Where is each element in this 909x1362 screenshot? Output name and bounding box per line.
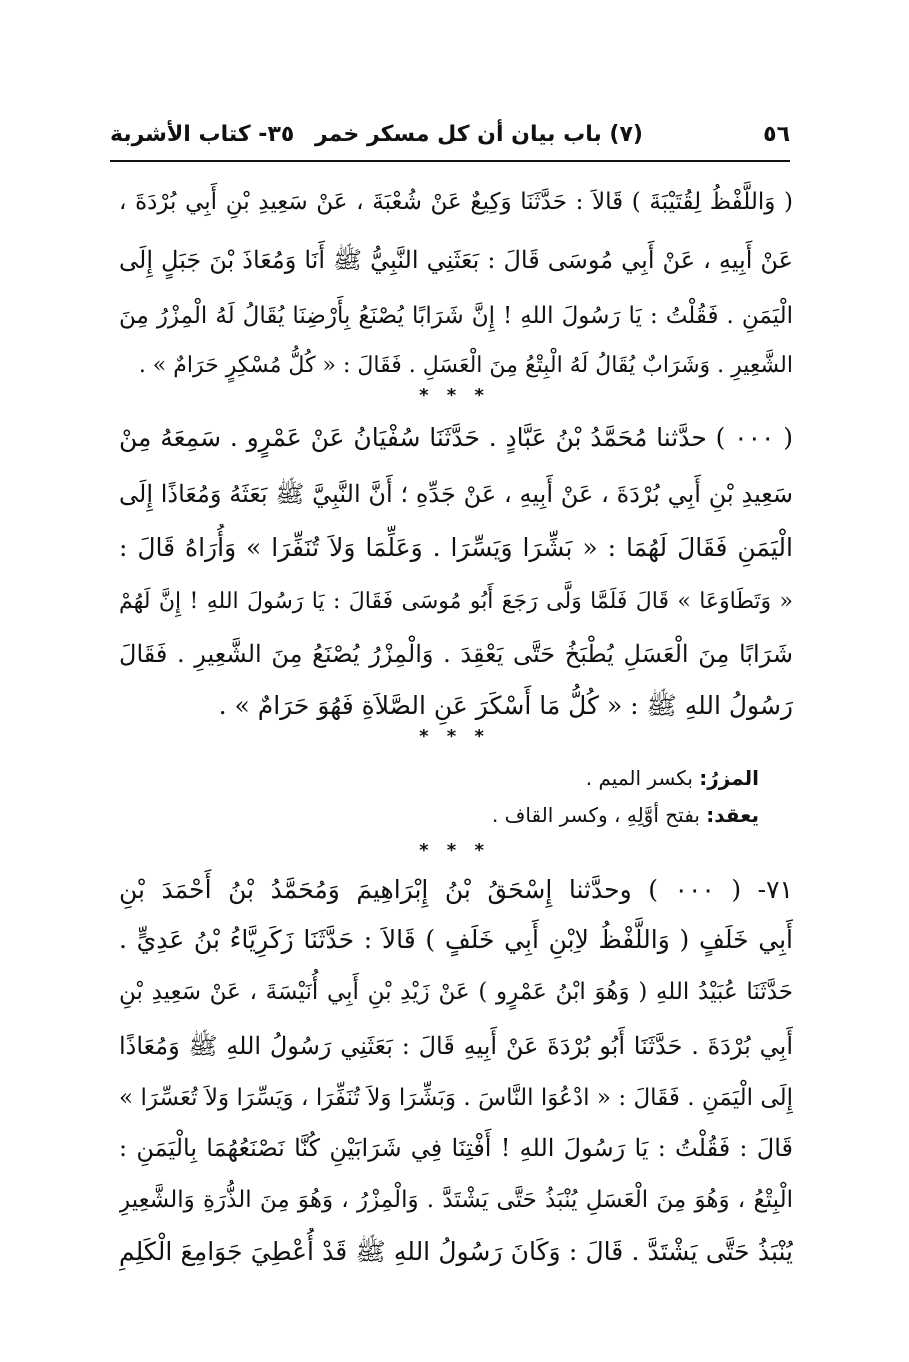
- glossary-definition: بفتح أوَّلِهِ ، وكسر القاف .: [491, 803, 707, 827]
- text-line: شَرَابًا مِنَ الْعَسَلِ يُطْبَخُ حَتَّى يَعْقِدَ . وَالْمِزْرُ يُصْنَعُ مِنَ الشَّعِيرِ . فَقَالَ: [119, 640, 793, 668]
- page-header: [110, 116, 790, 162]
- text-line: أَبِي خَلَفٍ ( وَاللَّفْظُ لاِبْنِ أَبِي خَلَفٍ ) قَالاَ : حَدَّثَنَا زَكَرِيَّاءُ بْنُ عَدِيٍّ .: [119, 925, 793, 954]
- glossary-term: يعقد:: [706, 803, 759, 827]
- text-line: رَسُولُ اللهِ ﷺ : « كُلُّ مَا أَسْكَرَ عَنِ الصَّلاَةِ فَهُوَ حَرَامٌ » .: [218, 691, 793, 720]
- glossary-note: [159, 760, 759, 796]
- text-line: الْيَمَنِ فَقَالَ لَهُمَا : « بَشِّرَا وَيَسِّرَا . وَعَلِّمَا وَلاَ تُنَفِّرَا » وَأُرَاهُ قَالَ :: [119, 533, 793, 562]
- text-line: الْيَمَنِ . فَقُلْتُ : يَا رَسُولَ اللهِ ! إِنَّ شَرَابًا يُصْنَعُ بِأَرْضِنَا يُقَالُ لَهُ الْمِزْرُ مِنَ: [119, 303, 793, 329]
- text-line: أَبِي بُرْدَةَ . حَدَّثَنَا أَبُو بُرْدَةَ عَنْ أَبِيهِ قَالَ : بَعَثَنِي رَسُولُ اللهِ ﷺ وَمُعَاذًا: [119, 1032, 793, 1060]
- text-line: الشَّعِيرِ . وَشَرَابٌ يُقَالُ لَهُ الْبِتْعُ مِنَ الْعَسَلِ . فَقَالَ : « كُلُّ مُسْكِرٍ حَرَامٌ » .: [138, 353, 793, 378]
- section-separator: * * *: [419, 840, 490, 861]
- text-line: يُنْبَذُ حَتَّى يَشْتَدَّ . قَالَ : وَكَانَ رَسُولُ اللهِ ﷺ قَدْ أُعْطِيَ جَوَامِعَ الْكَلِمِ: [119, 1237, 793, 1266]
- hadith-opening-line: ٧١- ( ٠٠٠ ) وحدَّثنا إِسْحَقُ بْنُ إِبْرَاهِيمَ وَمُحَمَّدُ بْنُ أَحْمَدَ بْنِ: [119, 875, 793, 904]
- section-separator: * * *: [419, 726, 490, 747]
- text-line: إِلَى الْيَمَنِ . فَقَالَ : « ادْعُوَا النَّاسَ . وَبَشِّرَا وَلاَ تُنَفِّرَا ، وَيَسِّرَا وَلاَ تُعَسِّرَا »: [119, 1085, 793, 1111]
- glossary-definition: بكسر الميم .: [585, 766, 700, 790]
- text-line: حَدَّثَنَا عُبَيْدُ اللهِ ( وَهُوَ ابْنُ عَمْرٍو ) عَنْ زَيْدِ بْنِ أَبِي أُنَيْسَةَ ، عَنْ سَعِيدِ بْنِ: [119, 979, 793, 1005]
- text-line: عَنْ أَبِيهِ ، عَنْ أَبِي مُوسَى قَالَ : بَعَثَنِي النَّبِيُّ ﷺ أَنَا وَمُعَاذَ بْنَ جَبَلٍ إِلَى: [119, 246, 793, 274]
- text-line: قَالَ : فَقُلْتُ : يَا رَسُولَ اللهِ ! أَفْتِنَا فِي شَرَابَيْنِ كُنَّا نَصْنَعُهُمَا بِالْيَمَنِ :: [119, 1134, 793, 1162]
- glossary-term: المزرُ:: [699, 766, 759, 790]
- text-line: « وَتَطَاوَعَا » قَالَ فَلَمَّا وَلَّى رَجَعَ أَبُو مُوسَى فَقَالَ : يَا رَسُولَ اللهِ ! إِنَّ لَهُمْ: [119, 589, 793, 614]
- page-number: ٥٦: [763, 122, 790, 147]
- text-line: سَعِيدِ بْنِ أَبِي بُرْدَةَ ، عَنْ أَبِيهِ ، عَنْ جَدِّهِ ؛ أَنَّ النَّبِيَّ ﷺ بَعَثَهُ وَمُعَاذًا إِلَى: [119, 480, 793, 508]
- text-line: الْبِتْعُ ، وَهُوَ مِنَ الْعَسَلِ يُنْبَذُ حَتَّى يَشْتَدَّ . وَالْمِزْرُ ، وَهُوَ مِنَ الذُّرَةِ وَالشَّعِيرِ: [119, 1187, 793, 1213]
- glossary-note: [159, 797, 759, 833]
- hadith-opening-line: ( ٠٠٠ ) حدَّثنا مُحَمَّدُ بْنُ عَبَّادٍ . حَدَّثَنَا سُفْيَانُ عَنْ عَمْرٍو . سَمِعَهُ مِنْ: [119, 423, 793, 452]
- text-line: ( وَاللَّفْظُ لِقُتَيْبَةَ ) قَالاَ : حَدَّثَنَا وَكِيعٌ عَنْ شُعْبَةَ ، عَنْ سَعِيدِ بْنِ أَبِي بُرْدَةَ ،: [119, 189, 793, 215]
- section-separator: * * *: [419, 385, 490, 406]
- chapter-title: (٧) باب بيان أن كل مسكر خمر: [315, 122, 643, 147]
- book-title: ٣٥- كتاب الأشربة: [110, 122, 295, 147]
